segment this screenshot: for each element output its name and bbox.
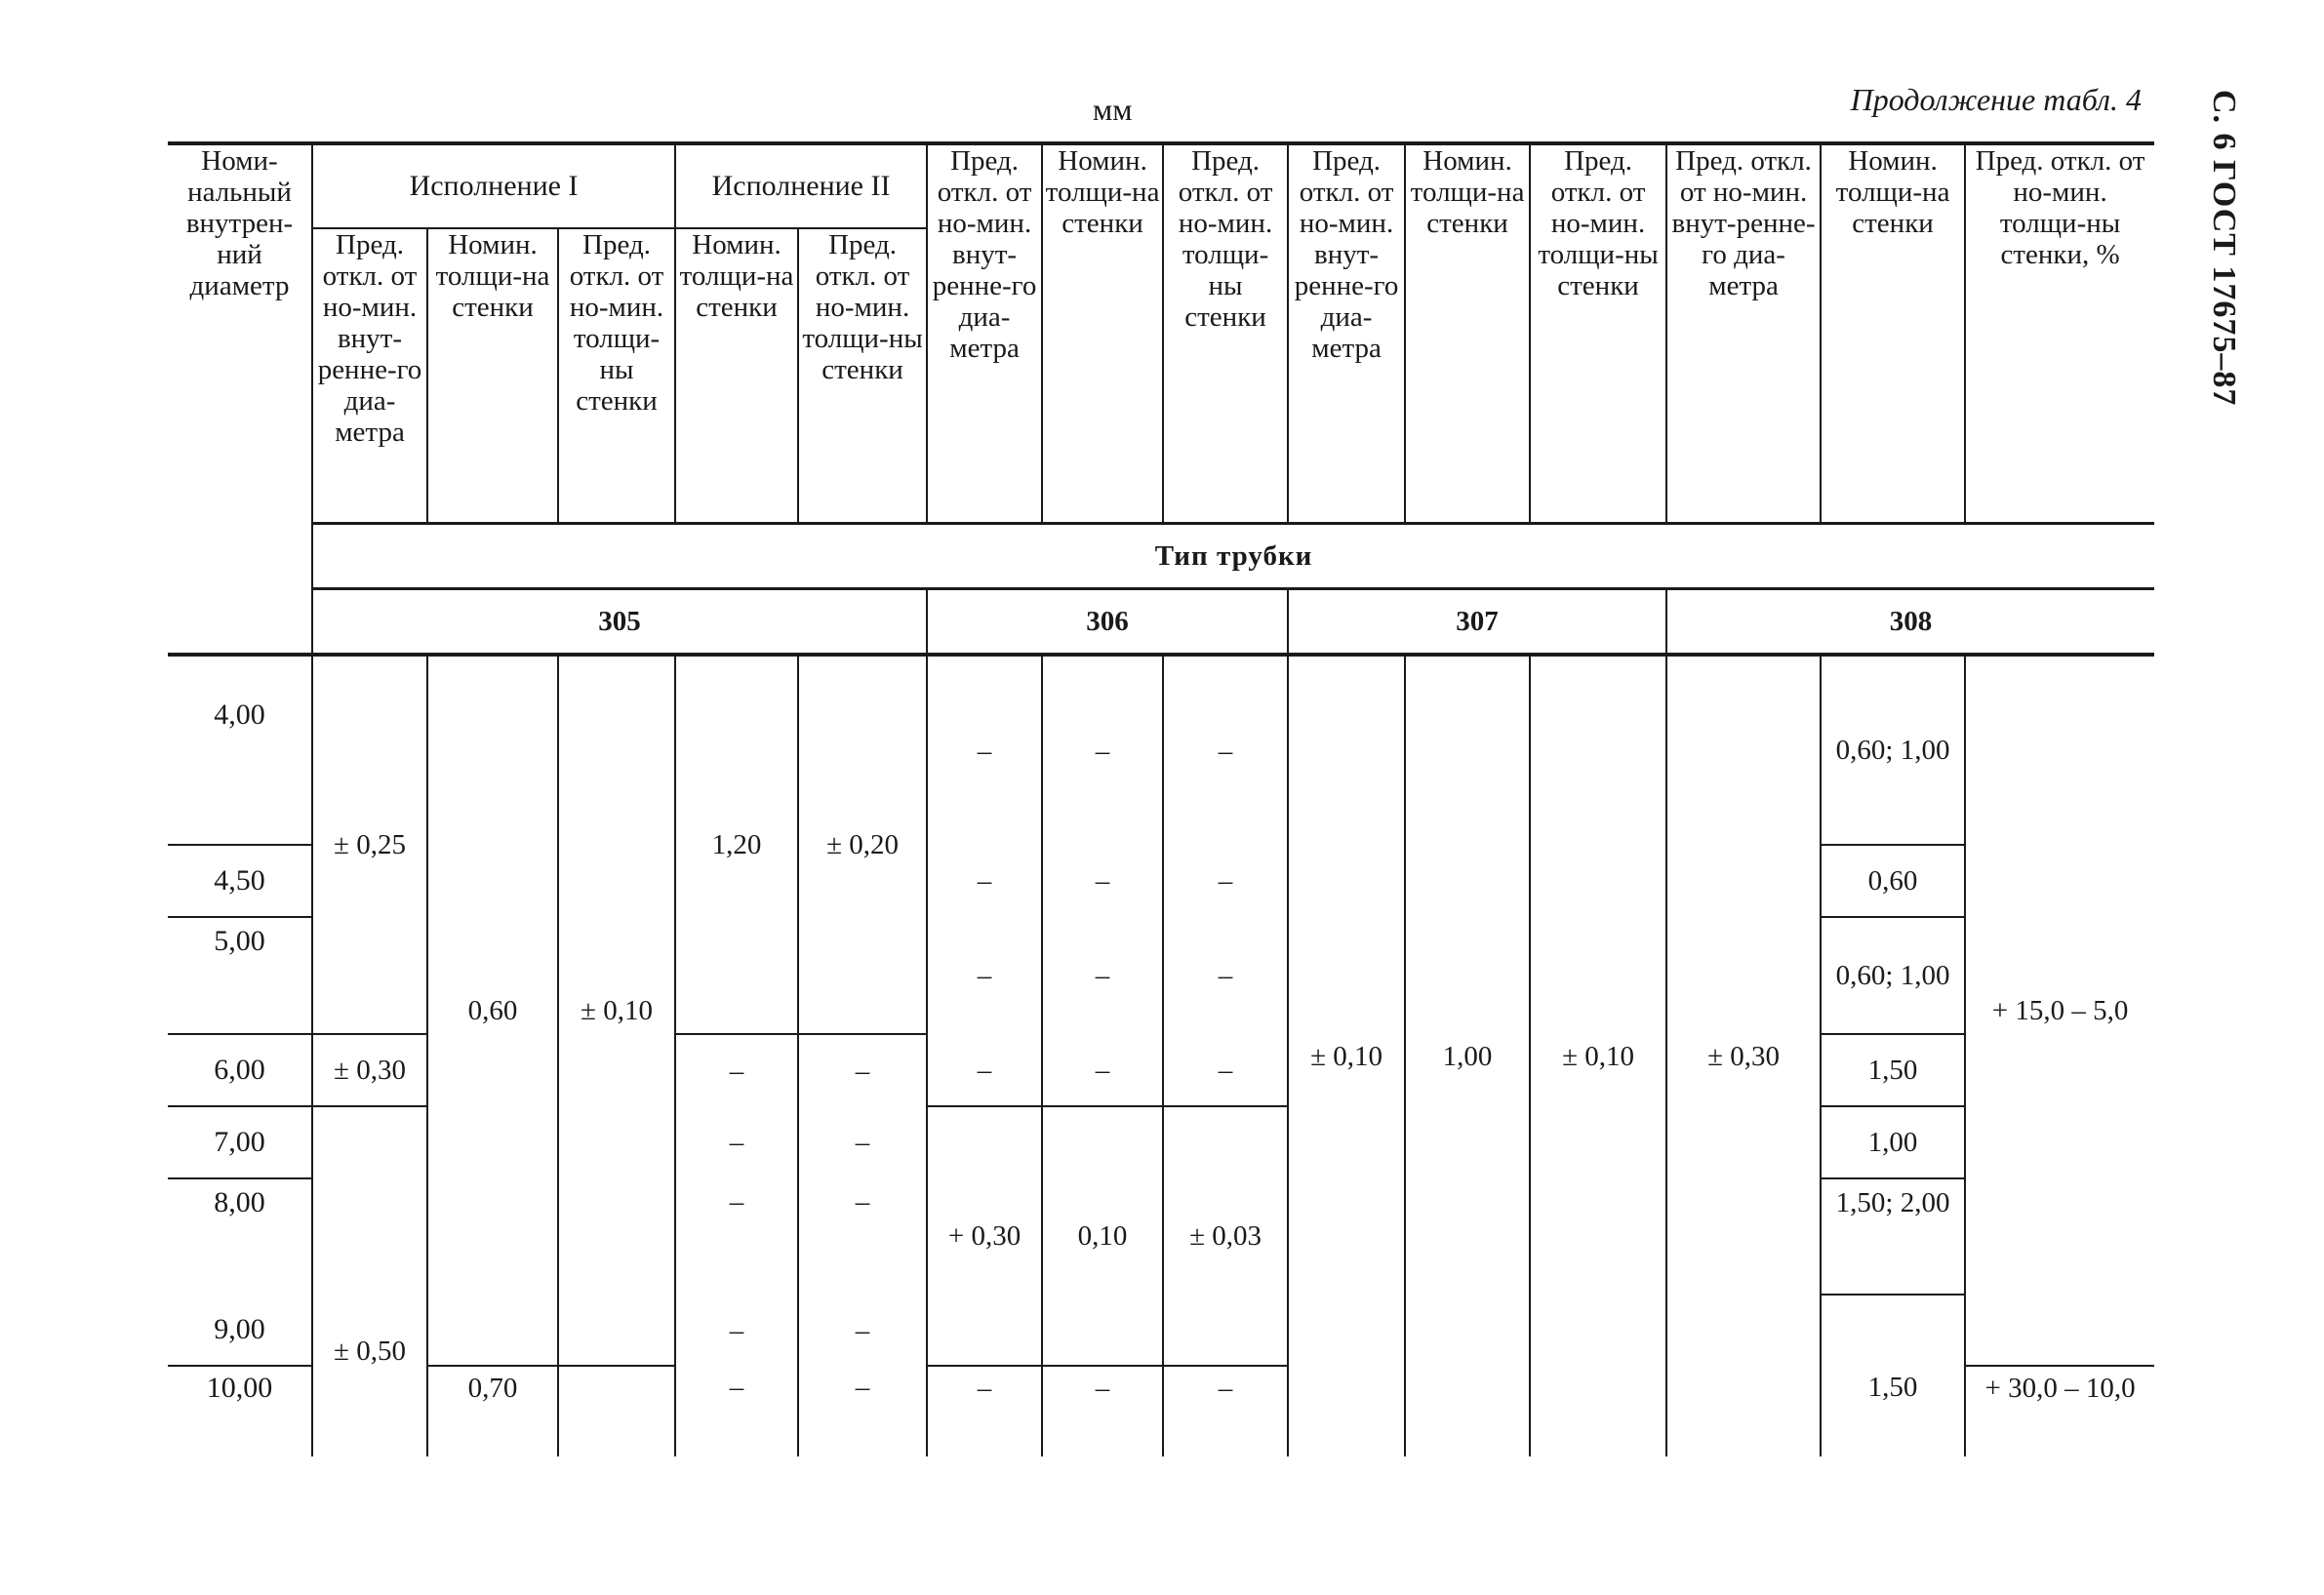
- t306-dev-inner-cell: –: [927, 1034, 1042, 1106]
- t306-dev-wall-cell: –: [1163, 917, 1288, 1034]
- col-head-nominal-diameter: Номи-нальный внутрен-ний диаметр: [168, 143, 312, 655]
- col-head-e2-dev-wall: Пред. откл. от но-мин. толщи-ны стенки: [798, 228, 927, 524]
- e2-dev-wall-cell: –: [798, 1366, 927, 1456]
- col-head-e1-nom-wall: Номин. толщи-на стенки: [427, 228, 558, 524]
- e1-nom-wall-cell: 0,70: [427, 1366, 558, 1456]
- e2-nom-wall-cell: –: [675, 1366, 798, 1456]
- e2-nom-wall-cell: 1,20: [675, 655, 798, 1034]
- col-head-307-dev-inner: Пред. откл. от но-мин. внут-ренне-го диа-метра: [1288, 143, 1405, 524]
- col-head-306-nom-wall: Номин. толщи-на стенки: [1042, 143, 1163, 524]
- type-306: 306: [927, 589, 1288, 656]
- t306-dev-wall-cell: ± 0,03: [1163, 1106, 1288, 1366]
- t308-nom-wall-cell-empty: [1821, 1295, 1965, 1366]
- type-305: 305: [312, 589, 927, 656]
- type-308: 308: [1666, 589, 2154, 656]
- e2-nom-wall-cell: –: [675, 1106, 798, 1178]
- e2-dev-wall-cell: –: [798, 1106, 927, 1178]
- t308-nom-wall-cell: 1,00: [1821, 1106, 1965, 1178]
- t306-dev-wall-cell: –: [1163, 1366, 1288, 1456]
- page-standard-code: С. 6 ГОСТ 17675–87: [2206, 90, 2242, 407]
- t306-dev-wall-cell: –: [1163, 1034, 1288, 1106]
- t306-dev-inner-cell: –: [927, 845, 1042, 917]
- e1-dev-inner-cell: ± 0,50: [312, 1106, 427, 1456]
- diameter-cell: 6,00: [168, 1034, 312, 1106]
- t306-nom-wall-cell: –: [1042, 845, 1163, 917]
- e2-nom-wall-cell: –: [675, 1295, 798, 1366]
- tube-type-label: Тип трубки: [312, 524, 2154, 589]
- t306-dev-inner-cell: –: [927, 1366, 1042, 1456]
- t307-dev-wall-cell: ± 0,10: [1530, 655, 1666, 1456]
- t306-dev-wall-cell: –: [1163, 655, 1288, 845]
- e2-dev-wall-cell: ± 0,20: [798, 655, 927, 1034]
- t306-dev-inner-cell: –: [927, 917, 1042, 1034]
- t308-nom-wall-cell: 1,50: [1821, 1034, 1965, 1106]
- t308-nom-wall-cell: 1,50; 2,00: [1821, 1178, 1965, 1295]
- t308-nom-wall-cell: 0,60: [1821, 845, 1965, 917]
- col-head-308-dev-inner: Пред. откл. от но-мин. внут-ренне-го диа-метра: [1666, 143, 1821, 524]
- diameter-cell: 5,00: [168, 917, 312, 1034]
- col-head-306-dev-inner: Пред. откл. от но-мин. внут-ренне-го диа-метра: [927, 143, 1042, 524]
- diameter-cell: 4,00: [168, 655, 312, 845]
- col-group-execution-2: Исполнение II: [675, 143, 927, 228]
- e1-dev-wall-cell-empty: [558, 1366, 675, 1456]
- e2-dev-wall-cell: –: [798, 1295, 927, 1366]
- diameter-cell: 8,00: [168, 1178, 312, 1295]
- t307-dev-inner-cell: ± 0,10: [1288, 655, 1405, 1456]
- t308-dev-wall-pct-cell: + 30,0 – 10,0: [1965, 1366, 2154, 1456]
- t308-nom-wall-cell: 0,60; 1,00: [1821, 917, 1965, 1034]
- diameter-cell: 4,50: [168, 845, 312, 917]
- e2-dev-wall-cell: –: [798, 1034, 927, 1106]
- col-head-e1-dev-wall: Пред. откл. от но-мин. толщи-ны стенки: [558, 228, 675, 524]
- diameter-cell: 9,00: [168, 1295, 312, 1366]
- e1-dev-wall-cell: ± 0,10: [558, 655, 675, 1366]
- col-head-e2-nom-wall: Номин. толщи-на стенки: [675, 228, 798, 524]
- t308-nom-wall-cell: 0,60; 1,00: [1821, 655, 1965, 845]
- e1-dev-inner-cell: ± 0,25: [312, 655, 427, 1034]
- e1-nom-wall-cell: 0,60: [427, 655, 558, 1366]
- col-head-308-dev-wall-pct: Пред. откл. от но-мин. толщи-ны стенки, %: [1965, 143, 2154, 524]
- unit-label: мм: [1093, 92, 1133, 127]
- t306-nom-wall-cell: –: [1042, 1366, 1163, 1456]
- col-head-307-nom-wall: Номин. толщи-на стенки: [1405, 143, 1530, 524]
- type-307: 307: [1288, 589, 1666, 656]
- col-head-307-dev-wall: Пред. откл. от но-мин. толщи-ны стенки: [1530, 143, 1666, 524]
- t308-nom-wall-cell: 1,50: [1821, 1366, 1965, 1456]
- e2-dev-wall-cell: –: [798, 1178, 927, 1295]
- e2-nom-wall-cell: –: [675, 1034, 798, 1106]
- t306-dev-inner-cell: + 0,30: [927, 1106, 1042, 1366]
- t308-dev-wall-pct-cell: + 15,0 – 5,0: [1965, 655, 2154, 1366]
- e2-nom-wall-cell: –: [675, 1178, 798, 1295]
- col-group-execution-1: Исполнение I: [312, 143, 675, 228]
- col-head-308-nom-wall: Номин. толщи-на стенки: [1821, 143, 1965, 524]
- col-head-e1-dev-inner: Пред. откл. от но-мин. внут-ренне-го диа-метра: [312, 228, 427, 524]
- col-head-306-dev-wall: Пред. откл. от но-мин. толщи-ны стенки: [1163, 143, 1288, 524]
- e1-dev-inner-cell: ± 0,30: [312, 1034, 427, 1106]
- diameter-cell: 7,00: [168, 1106, 312, 1178]
- t306-nom-wall-cell: –: [1042, 655, 1163, 845]
- tolerance-table: [168, 141, 2154, 1456]
- t308-dev-inner-cell: ± 0,30: [1666, 655, 1821, 1456]
- continuation-label: Продолжение табл. 4: [1850, 82, 2142, 117]
- t306-nom-wall-cell: –: [1042, 917, 1163, 1034]
- diameter-cell: 10,00: [168, 1366, 312, 1456]
- t306-dev-wall-cell: –: [1163, 845, 1288, 917]
- t307-nom-wall-cell: 1,00: [1405, 655, 1530, 1456]
- t306-nom-wall-cell: 0,10: [1042, 1106, 1163, 1366]
- t306-nom-wall-cell: –: [1042, 1034, 1163, 1106]
- t306-dev-inner-cell: –: [927, 655, 1042, 845]
